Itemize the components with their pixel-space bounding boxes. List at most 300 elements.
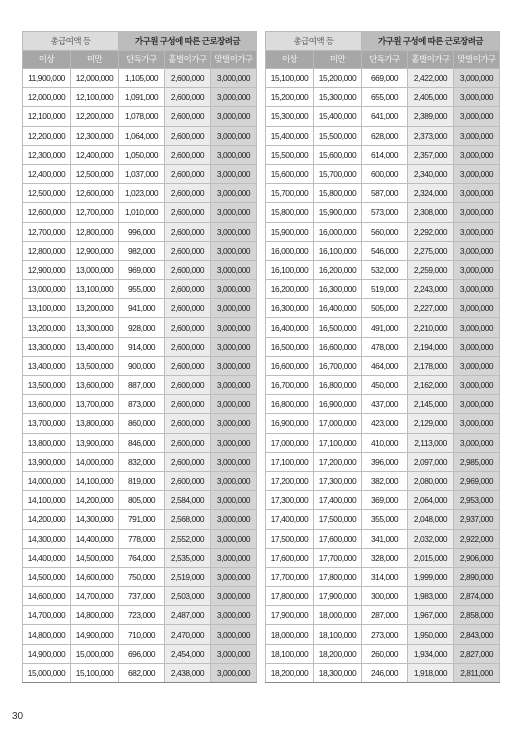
cell-single-earner: 2,454,000 xyxy=(165,644,211,663)
cell-single: 791,000 xyxy=(119,510,165,529)
table-row xyxy=(23,88,257,107)
cell-single-earner: 2,503,000 xyxy=(165,587,211,606)
table-row xyxy=(266,299,500,318)
cell-single-earner: 2,600,000 xyxy=(165,414,211,433)
table-row xyxy=(23,491,257,510)
table-row xyxy=(23,107,257,126)
cell-dual-earner: 3,000,000 xyxy=(454,260,500,279)
cell-dual-earner: 2,858,000 xyxy=(454,606,500,625)
cell-single: 655,000 xyxy=(362,88,408,107)
cell-max: 17,500,000 xyxy=(314,510,362,529)
cell-dual-earner: 3,000,000 xyxy=(211,126,257,145)
cell-min: 17,600,000 xyxy=(266,548,314,567)
cell-dual-earner: 3,000,000 xyxy=(454,376,500,395)
header-dual-earner: 맞벌이가구 xyxy=(211,50,257,69)
cell-min: 16,400,000 xyxy=(266,318,314,337)
cell-single-earner: 2,600,000 xyxy=(165,471,211,490)
cell-single-earner: 2,259,000 xyxy=(408,260,454,279)
table-row xyxy=(266,126,500,145)
cell-single-earner: 2,080,000 xyxy=(408,471,454,490)
cell-max: 17,800,000 xyxy=(314,567,362,586)
cell-min: 15,000,000 xyxy=(23,663,71,682)
cell-single-earner: 1,967,000 xyxy=(408,606,454,625)
cell-min: 16,300,000 xyxy=(266,299,314,318)
table-row xyxy=(23,69,257,88)
cell-min: 14,600,000 xyxy=(23,587,71,606)
cell-single-earner: 2,600,000 xyxy=(165,145,211,164)
cell-single: 600,000 xyxy=(362,164,408,183)
cell-single-earner: 2,129,000 xyxy=(408,414,454,433)
cell-max: 14,100,000 xyxy=(71,471,119,490)
cell-single-earner: 2,600,000 xyxy=(165,280,211,299)
cell-single-earner: 1,950,000 xyxy=(408,625,454,644)
cell-single: 450,000 xyxy=(362,376,408,395)
cell-single-earner: 2,535,000 xyxy=(165,548,211,567)
header-income-group: 총급여액 등 xyxy=(266,32,362,51)
cell-min: 12,600,000 xyxy=(23,203,71,222)
cell-single-earner: 2,600,000 xyxy=(165,337,211,356)
cell-single: 750,000 xyxy=(119,567,165,586)
cell-max: 15,800,000 xyxy=(314,184,362,203)
cell-min: 15,400,000 xyxy=(266,126,314,145)
cell-single-earner: 2,600,000 xyxy=(165,69,211,88)
cell-single: 1,037,000 xyxy=(119,164,165,183)
cell-min: 14,700,000 xyxy=(23,606,71,625)
table-row xyxy=(266,107,500,126)
cell-max: 16,900,000 xyxy=(314,395,362,414)
cell-single-earner: 2,162,000 xyxy=(408,376,454,395)
cell-max: 16,500,000 xyxy=(314,318,362,337)
cell-max: 12,300,000 xyxy=(71,126,119,145)
cell-max: 14,600,000 xyxy=(71,567,119,586)
cell-dual-earner: 3,000,000 xyxy=(454,107,500,126)
cell-min: 12,500,000 xyxy=(23,184,71,203)
table-row xyxy=(23,337,257,356)
cell-max: 14,000,000 xyxy=(71,452,119,471)
cell-single: 1,105,000 xyxy=(119,69,165,88)
cell-single-earner: 2,600,000 xyxy=(165,318,211,337)
cell-max: 16,400,000 xyxy=(314,299,362,318)
cell-max: 17,300,000 xyxy=(314,471,362,490)
cell-single: 969,000 xyxy=(119,260,165,279)
cell-single: 873,000 xyxy=(119,395,165,414)
cell-single: 396,000 xyxy=(362,452,408,471)
cell-min: 16,200,000 xyxy=(266,280,314,299)
cell-max: 12,700,000 xyxy=(71,203,119,222)
cell-min: 15,900,000 xyxy=(266,222,314,241)
cell-min: 17,800,000 xyxy=(266,587,314,606)
table-row xyxy=(23,376,257,395)
cell-single-earner: 2,568,000 xyxy=(165,510,211,529)
cell-min: 12,800,000 xyxy=(23,241,71,260)
cell-dual-earner: 3,000,000 xyxy=(454,222,500,241)
cell-max: 15,500,000 xyxy=(314,126,362,145)
cell-max: 13,700,000 xyxy=(71,395,119,414)
cell-dual-earner: 2,953,000 xyxy=(454,491,500,510)
table-row xyxy=(23,280,257,299)
table-row xyxy=(266,318,500,337)
table-row xyxy=(23,318,257,337)
cell-dual-earner: 3,000,000 xyxy=(454,337,500,356)
cell-single-earner: 2,227,000 xyxy=(408,299,454,318)
cell-single: 682,000 xyxy=(119,663,165,682)
cell-max: 13,600,000 xyxy=(71,376,119,395)
cell-max: 13,400,000 xyxy=(71,337,119,356)
cell-max: 12,500,000 xyxy=(71,164,119,183)
cell-single: 941,000 xyxy=(119,299,165,318)
cell-single: 805,000 xyxy=(119,491,165,510)
cell-single: 928,000 xyxy=(119,318,165,337)
cell-max: 15,000,000 xyxy=(71,644,119,663)
table-row xyxy=(266,606,500,625)
cell-min: 12,900,000 xyxy=(23,260,71,279)
cell-dual-earner: 3,000,000 xyxy=(211,280,257,299)
cell-max: 12,600,000 xyxy=(71,184,119,203)
cell-min: 17,300,000 xyxy=(266,491,314,510)
cell-min: 18,200,000 xyxy=(266,663,314,682)
cell-min: 17,500,000 xyxy=(266,529,314,548)
cell-min: 13,100,000 xyxy=(23,299,71,318)
cell-dual-earner: 3,000,000 xyxy=(211,491,257,510)
table-row xyxy=(23,222,257,241)
cell-single: 423,000 xyxy=(362,414,408,433)
cell-single-earner: 2,405,000 xyxy=(408,88,454,107)
cell-dual-earner: 3,000,000 xyxy=(454,164,500,183)
cell-dual-earner: 3,000,000 xyxy=(211,145,257,164)
cell-dual-earner: 2,827,000 xyxy=(454,644,500,663)
cell-single: 519,000 xyxy=(362,280,408,299)
cell-single: 505,000 xyxy=(362,299,408,318)
table-row xyxy=(23,203,257,222)
table-row xyxy=(23,164,257,183)
table-row xyxy=(266,491,500,510)
cell-single: 314,000 xyxy=(362,567,408,586)
cell-min: 17,700,000 xyxy=(266,567,314,586)
cell-max: 12,000,000 xyxy=(71,69,119,88)
table-row xyxy=(266,241,500,260)
cell-max: 17,200,000 xyxy=(314,452,362,471)
cell-min: 12,200,000 xyxy=(23,126,71,145)
cell-single-earner: 2,097,000 xyxy=(408,452,454,471)
cell-min: 16,900,000 xyxy=(266,414,314,433)
cell-single-earner: 2,113,000 xyxy=(408,433,454,452)
cell-min: 15,200,000 xyxy=(266,88,314,107)
table-row xyxy=(23,471,257,490)
cell-dual-earner: 3,000,000 xyxy=(211,107,257,126)
cell-dual-earner: 3,000,000 xyxy=(211,644,257,663)
table-row xyxy=(23,395,257,414)
cell-max: 14,500,000 xyxy=(71,548,119,567)
cell-single-earner: 1,918,000 xyxy=(408,663,454,682)
cell-max: 15,700,000 xyxy=(314,164,362,183)
cell-dual-earner: 2,874,000 xyxy=(454,587,500,606)
table-row xyxy=(266,184,500,203)
cell-dual-earner: 3,000,000 xyxy=(211,395,257,414)
table-row xyxy=(266,567,500,586)
cell-max: 12,400,000 xyxy=(71,145,119,164)
cell-single: 478,000 xyxy=(362,337,408,356)
cell-dual-earner: 3,000,000 xyxy=(211,164,257,183)
table-row xyxy=(266,222,500,241)
cell-min: 12,300,000 xyxy=(23,145,71,164)
incentive-table-left xyxy=(22,31,257,683)
cell-single: 628,000 xyxy=(362,126,408,145)
cell-min: 16,000,000 xyxy=(266,241,314,260)
cell-max: 17,600,000 xyxy=(314,529,362,548)
cell-min: 13,400,000 xyxy=(23,356,71,375)
cell-single: 464,000 xyxy=(362,356,408,375)
table-row xyxy=(266,356,500,375)
cell-min: 12,400,000 xyxy=(23,164,71,183)
cell-dual-earner: 3,000,000 xyxy=(454,395,500,414)
cell-max: 13,800,000 xyxy=(71,414,119,433)
table-row xyxy=(266,471,500,490)
cell-single: 369,000 xyxy=(362,491,408,510)
table-row xyxy=(23,567,257,586)
cell-max: 16,700,000 xyxy=(314,356,362,375)
cell-single-earner: 2,584,000 xyxy=(165,491,211,510)
cell-single-earner: 2,600,000 xyxy=(165,299,211,318)
cell-dual-earner: 3,000,000 xyxy=(211,414,257,433)
cell-dual-earner: 3,000,000 xyxy=(211,337,257,356)
cell-max: 16,300,000 xyxy=(314,280,362,299)
cell-dual-earner: 3,000,000 xyxy=(454,280,500,299)
cell-single: 560,000 xyxy=(362,222,408,241)
cell-single-earner: 1,934,000 xyxy=(408,644,454,663)
cell-single-earner: 2,600,000 xyxy=(165,88,211,107)
cell-single: 341,000 xyxy=(362,529,408,548)
cell-single-earner: 2,600,000 xyxy=(165,395,211,414)
cell-single: 532,000 xyxy=(362,260,408,279)
cell-single: 1,078,000 xyxy=(119,107,165,126)
cell-max: 15,100,000 xyxy=(71,663,119,682)
cell-dual-earner: 3,000,000 xyxy=(211,88,257,107)
cell-single-earner: 2,048,000 xyxy=(408,510,454,529)
cell-min: 18,100,000 xyxy=(266,644,314,663)
cell-single: 696,000 xyxy=(119,644,165,663)
cell-single: 996,000 xyxy=(119,222,165,241)
page-number: 30 xyxy=(12,711,24,722)
cell-dual-earner: 3,000,000 xyxy=(211,241,257,260)
cell-single-earner: 2,600,000 xyxy=(165,241,211,260)
cell-single-earner: 2,600,000 xyxy=(165,260,211,279)
header-income-group: 총급여액 등 xyxy=(23,32,119,51)
cell-single-earner: 2,308,000 xyxy=(408,203,454,222)
table-row xyxy=(266,395,500,414)
table-row xyxy=(266,203,500,222)
cell-max: 14,900,000 xyxy=(71,625,119,644)
cell-single-earner: 2,600,000 xyxy=(165,203,211,222)
cell-single-earner: 2,324,000 xyxy=(408,184,454,203)
cell-max: 15,300,000 xyxy=(314,88,362,107)
header-incentive-group: 가구원 구성에 따른 근로장려금 xyxy=(362,32,500,51)
cell-dual-earner: 3,000,000 xyxy=(211,433,257,452)
cell-single: 1,010,000 xyxy=(119,203,165,222)
table-row xyxy=(23,299,257,318)
cell-dual-earner: 3,000,000 xyxy=(211,376,257,395)
cell-max: 12,800,000 xyxy=(71,222,119,241)
cell-max: 12,200,000 xyxy=(71,107,119,126)
cell-dual-earner: 3,000,000 xyxy=(211,587,257,606)
cell-single-earner: 2,340,000 xyxy=(408,164,454,183)
cell-single: 887,000 xyxy=(119,376,165,395)
cell-dual-earner: 3,000,000 xyxy=(211,318,257,337)
cell-single-earner: 2,422,000 xyxy=(408,69,454,88)
cell-max: 17,100,000 xyxy=(314,433,362,452)
cell-single: 410,000 xyxy=(362,433,408,452)
cell-single-earner: 2,487,000 xyxy=(165,606,211,625)
cell-single-earner: 2,243,000 xyxy=(408,280,454,299)
cell-min: 14,500,000 xyxy=(23,567,71,586)
incentive-table-right xyxy=(265,31,500,683)
cell-dual-earner: 3,000,000 xyxy=(211,606,257,625)
cell-max: 14,400,000 xyxy=(71,529,119,548)
cell-single-earner: 2,600,000 xyxy=(165,452,211,471)
cell-min: 15,500,000 xyxy=(266,145,314,164)
cell-single-earner: 2,600,000 xyxy=(165,107,211,126)
cell-dual-earner: 3,000,000 xyxy=(211,471,257,490)
cell-min: 12,000,000 xyxy=(23,88,71,107)
table-row xyxy=(23,663,257,682)
cell-min: 14,400,000 xyxy=(23,548,71,567)
header-max: 미만 xyxy=(314,50,362,69)
cell-dual-earner: 2,890,000 xyxy=(454,567,500,586)
table-row xyxy=(23,587,257,606)
cell-max: 14,200,000 xyxy=(71,491,119,510)
cell-dual-earner: 3,000,000 xyxy=(211,222,257,241)
cell-min: 16,600,000 xyxy=(266,356,314,375)
cell-single: 614,000 xyxy=(362,145,408,164)
cell-dual-earner: 3,000,000 xyxy=(454,433,500,452)
cell-single: 764,000 xyxy=(119,548,165,567)
table-row xyxy=(23,241,257,260)
cell-dual-earner: 2,922,000 xyxy=(454,529,500,548)
cell-single-earner: 2,552,000 xyxy=(165,529,211,548)
cell-max: 16,800,000 xyxy=(314,376,362,395)
cell-min: 13,000,000 xyxy=(23,280,71,299)
cell-dual-earner: 3,000,000 xyxy=(454,318,500,337)
table-row xyxy=(266,452,500,471)
cell-min: 17,200,000 xyxy=(266,471,314,490)
table-row xyxy=(23,452,257,471)
cell-dual-earner: 2,843,000 xyxy=(454,625,500,644)
cell-single: 287,000 xyxy=(362,606,408,625)
cell-min: 13,500,000 xyxy=(23,376,71,395)
cell-min: 14,300,000 xyxy=(23,529,71,548)
table-row xyxy=(23,529,257,548)
table-row xyxy=(23,414,257,433)
cell-single: 1,023,000 xyxy=(119,184,165,203)
table-row xyxy=(266,529,500,548)
cell-min: 17,000,000 xyxy=(266,433,314,452)
cell-max: 14,300,000 xyxy=(71,510,119,529)
cell-dual-earner: 3,000,000 xyxy=(211,567,257,586)
cell-single-earner: 2,292,000 xyxy=(408,222,454,241)
cell-max: 13,200,000 xyxy=(71,299,119,318)
header-single: 단독가구 xyxy=(362,50,408,69)
cell-min: 12,700,000 xyxy=(23,222,71,241)
cell-single: 246,000 xyxy=(362,663,408,682)
cell-single: 778,000 xyxy=(119,529,165,548)
cell-max: 17,400,000 xyxy=(314,491,362,510)
cell-single-earner: 2,275,000 xyxy=(408,241,454,260)
cell-single-earner: 2,600,000 xyxy=(165,376,211,395)
cell-dual-earner: 3,000,000 xyxy=(211,663,257,682)
cell-single-earner: 2,438,000 xyxy=(165,663,211,682)
cell-max: 18,100,000 xyxy=(314,625,362,644)
table-row xyxy=(23,548,257,567)
cell-dual-earner: 2,906,000 xyxy=(454,548,500,567)
cell-single: 846,000 xyxy=(119,433,165,452)
header-single-earner: 홑벌이가구 xyxy=(165,50,211,69)
cell-single: 587,000 xyxy=(362,184,408,203)
cell-single: 273,000 xyxy=(362,625,408,644)
cell-dual-earner: 3,000,000 xyxy=(211,625,257,644)
table-row xyxy=(23,184,257,203)
cell-dual-earner: 3,000,000 xyxy=(454,241,500,260)
cell-min: 17,400,000 xyxy=(266,510,314,529)
table-row xyxy=(23,260,257,279)
cell-min: 14,100,000 xyxy=(23,491,71,510)
header-max: 미만 xyxy=(71,50,119,69)
cell-single: 737,000 xyxy=(119,587,165,606)
cell-min: 15,100,000 xyxy=(266,69,314,88)
cell-dual-earner: 3,000,000 xyxy=(454,414,500,433)
cell-single-earner: 2,032,000 xyxy=(408,529,454,548)
cell-single-earner: 2,389,000 xyxy=(408,107,454,126)
cell-single-earner: 2,470,000 xyxy=(165,625,211,644)
cell-single: 955,000 xyxy=(119,280,165,299)
cell-min: 13,800,000 xyxy=(23,433,71,452)
cell-max: 13,300,000 xyxy=(71,318,119,337)
cell-single-earner: 2,178,000 xyxy=(408,356,454,375)
cell-dual-earner: 3,000,000 xyxy=(211,203,257,222)
cell-min: 13,200,000 xyxy=(23,318,71,337)
cell-min: 13,600,000 xyxy=(23,395,71,414)
cell-min: 13,700,000 xyxy=(23,414,71,433)
cell-max: 16,200,000 xyxy=(314,260,362,279)
cell-max: 13,500,000 xyxy=(71,356,119,375)
cell-single-earner: 2,600,000 xyxy=(165,164,211,183)
cell-single: 1,050,000 xyxy=(119,145,165,164)
cell-max: 16,100,000 xyxy=(314,241,362,260)
table-row xyxy=(23,625,257,644)
cell-max: 12,100,000 xyxy=(71,88,119,107)
cell-single-earner: 2,600,000 xyxy=(165,222,211,241)
cell-max: 14,700,000 xyxy=(71,587,119,606)
cell-dual-earner: 3,000,000 xyxy=(211,452,257,471)
cell-min: 17,900,000 xyxy=(266,606,314,625)
cell-min: 16,500,000 xyxy=(266,337,314,356)
cell-dual-earner: 3,000,000 xyxy=(211,510,257,529)
cell-single: 723,000 xyxy=(119,606,165,625)
cell-max: 14,800,000 xyxy=(71,606,119,625)
cell-min: 12,100,000 xyxy=(23,107,71,126)
cell-single-earner: 2,210,000 xyxy=(408,318,454,337)
cell-dual-earner: 3,000,000 xyxy=(454,126,500,145)
cell-single: 355,000 xyxy=(362,510,408,529)
table-row xyxy=(23,126,257,145)
cell-single-earner: 2,194,000 xyxy=(408,337,454,356)
cell-single-earner: 1,983,000 xyxy=(408,587,454,606)
cell-single: 669,000 xyxy=(362,69,408,88)
cell-single: 300,000 xyxy=(362,587,408,606)
cell-dual-earner: 3,000,000 xyxy=(454,203,500,222)
cell-single: 1,091,000 xyxy=(119,88,165,107)
cell-min: 15,600,000 xyxy=(266,164,314,183)
cell-min: 18,000,000 xyxy=(266,625,314,644)
cell-dual-earner: 3,000,000 xyxy=(454,69,500,88)
